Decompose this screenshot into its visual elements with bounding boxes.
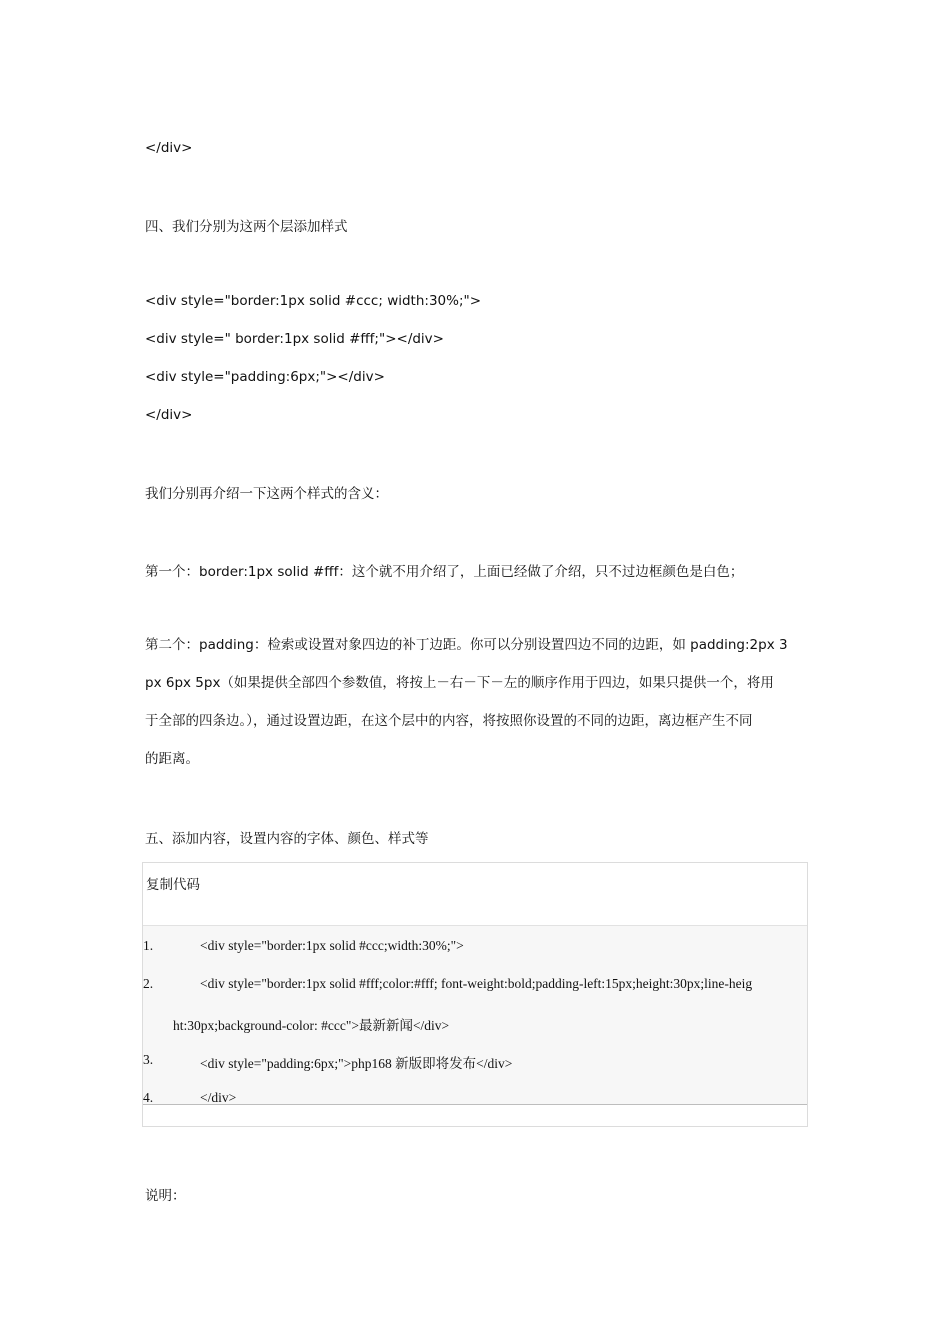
line-number: 4. (143, 1090, 154, 1105)
paragraph-line: px 6px 5px（如果提供全部四个参数值，将按上－右－下－左的顺序作用于四边，如果只提供一个，将用 (145, 675, 774, 691)
code-box (142, 862, 808, 1127)
line-number: 3. (143, 1052, 154, 1067)
paragraph-line: 第二个：padding：检索或设置对象四边的补丁边距。你可以分别设置四边不同的边距，如 padding:2px 3 (145, 637, 788, 653)
section-heading-4: 四、我们分别为这两个层添加样式 (145, 219, 348, 235)
line-number: 2. (143, 976, 154, 991)
copy-code-link[interactable]: 复制代码 (146, 877, 200, 893)
first-style-paragraph: 第一个：border:1px solid #fff：这个就不用介绍了，上面已经做了介绍，只不过边框颜色是白色； (145, 564, 744, 580)
closing-div-line: </div> (145, 140, 193, 156)
line-number: 1. (143, 938, 154, 953)
note-label: 说明： (145, 1188, 186, 1204)
code-line: <div style="padding:6px;"></div> (145, 369, 385, 385)
code-text: <div style="border:1px solid #ccc;width:30%;"> (200, 938, 464, 953)
paragraph-line: 的距离。 (145, 751, 199, 767)
paragraph-line: 于全部的四条边。），通过设置边距，在这个层中的内容，将按照你设置的不同的边距，离边框产生不同 (145, 713, 753, 729)
code-listing (143, 925, 807, 1105)
code-line: </div> (145, 407, 193, 423)
code-text: </div> (200, 1090, 237, 1105)
code-text: <div style="padding:6px;">php168 新版即将发布</div> (200, 1056, 513, 1071)
second-style-paragraph (145, 626, 807, 778)
section-heading-5: 五、添加内容，设置内容的字体、颜色、样式等 (145, 831, 429, 847)
code-line: <div style=" border:1px solid #fff;"></div> (145, 331, 444, 347)
code-continuation: ht:30px;background-color: #ccc">最新新闻</div> (173, 1018, 450, 1033)
code-line: <div style="border:1px solid #ccc; width:30%;"> (145, 293, 482, 309)
code-text: <div style="border:1px solid #fff;color:#fff; font-weight:bold;padding-left:15px;height:30px;line-heig (200, 976, 753, 991)
intro-paragraph: 我们分别再介绍一下这两个样式的含义： (145, 486, 388, 502)
